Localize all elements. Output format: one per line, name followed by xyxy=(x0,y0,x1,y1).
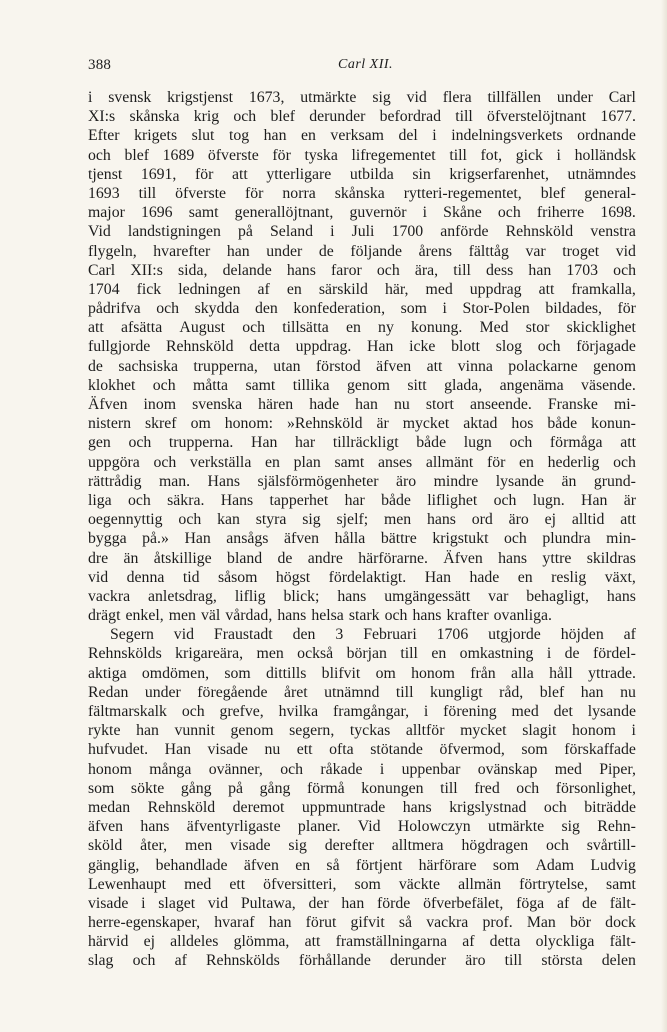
text-line: hufvudet. Han visade nu ett ofta stötande öfvermod, som förskaffade xyxy=(88,741,636,759)
text-line: och blef 1689 öfverste för tyska lifregementet till fot, gick i holländsk xyxy=(88,146,636,164)
text-line: oegennyttig och kan styra sig sjelf; men hans ord äro ej alltid att xyxy=(88,511,636,529)
body-text xyxy=(88,88,636,971)
text-line: XI:s skånska krig och blef derunder befordrad till öfverstelöjtnant 1677. xyxy=(88,108,636,126)
text-line: rykte han vunnit genom segern, tyckas alltför mycket slagit honom i xyxy=(88,722,636,740)
text-line: Vid landstigningen på Seland i Juli 1700 anförde Rehnsköld venstra xyxy=(88,223,636,241)
text-line: som sökte gång på gång förmå konungen till fred och försonlighet, xyxy=(88,779,636,797)
text-line: Äfven inom svenska hären hade han nu stort anseende. Franske mi- xyxy=(88,396,636,413)
text-line: vackra anletsdrag, liflig blick; hans umgängessätt var behagligt, hans xyxy=(88,587,636,605)
text-line: aktiga omdömen, som dittills blifvit om honom från alla håll yttrade. xyxy=(88,664,636,682)
text-line: dre än åtskillige bland de andre härförarne. Äfven hans yttre skildras xyxy=(88,549,636,567)
text-line: Carl XII:s sida, delande hans faror och ära, till dess han 1703 och xyxy=(88,261,636,279)
text-line: pådrifva och skydda den konfederation, som i Stor-Polen bildades, för xyxy=(88,300,636,318)
text-line: uppgöra och verkställa en plan samt anses allmänt för en hederlig och xyxy=(88,453,636,471)
text-line: drägt enkel, men väl vårdad, hans helsa stark och hans krafter ovanliga. xyxy=(88,607,552,625)
text-line: Lewenhaupt med ett öfversitteri, som väckte allmän förtrytelse, samt xyxy=(88,875,636,893)
text-line: klokhet och måtta samt tillika genom sitt glada, angenäma väsende. xyxy=(88,376,636,394)
running-title: Carl XII. xyxy=(338,57,394,72)
text-line: tjenst 1691, för att ytterligare utbilda sin krigserfarenhet, utnämndes xyxy=(88,165,636,183)
text-line: liga och säkra. Hans tapperhet har både liflighet och lugn. Han är xyxy=(88,491,636,509)
text-line: sköld åter, men visade sig derefter alltmera högdragen och svårtill- xyxy=(88,837,636,855)
text-line: major 1696 samt generallöjtnant, guvernör i Skåne och friherre 1698. xyxy=(88,204,636,222)
text-line: nistern skref om honom: »Rehnsköld är mycket aktad hos både konun- xyxy=(88,415,636,433)
text-line: herre-egenskaper, hvaraf han förut gifvit så vackra prof. Man bör dock xyxy=(88,914,636,932)
text-line: flygeln, hvarefter han under de följande årens fälttåg var troget vid xyxy=(88,242,636,260)
text-line: Segern vid Fraustadt den 3 Februari 1706 utgjorde höjden af xyxy=(110,626,636,644)
text-line: fullgjorde Rehnsköld detta uppdrag. Han icke blott slog och förjagade xyxy=(88,338,636,356)
text-line: gen och trupperna. Han har tillräckligt både lugn och förmåga att xyxy=(88,434,636,452)
text-line: medan Rehnsköld deremot uppmuntrade hans krigslystnad och biträdde xyxy=(88,798,636,816)
text-line: i svensk krigstjenst 1673, utmärkte sig vid flera tillfällen under Carl xyxy=(88,89,636,106)
text-line: vid denna tid såsom högst fördelaktigt. Han hade en reslig växt, xyxy=(88,568,636,586)
page-edge-shadow xyxy=(661,0,667,1032)
text-line: härvid ej alldeles glömma, att framställningarna af detta olyckliga fält- xyxy=(88,933,636,951)
text-line: 1693 till öfverste för norra skånska rytteri-regementet, blef general- xyxy=(88,184,636,202)
text-line: Rehnskölds krigareära, men också början till en omkastning i de fördel- xyxy=(88,645,636,663)
text-line: äfven hans äfventyrligaste planer. Vid Holowczyn utmärkte sig Rehn- xyxy=(88,818,636,836)
text-line: 1704 fick ledningen af en särskild här, med uppdrag att framkalla, xyxy=(88,280,636,298)
text-line: visade i slaget vid Pultawa, der han förde öfverbefälet, föga af de fält- xyxy=(88,894,636,912)
text-line: rättrådig man. Hans själsförmögenheter äro mindre lysande än grund- xyxy=(88,472,636,490)
running-head xyxy=(88,57,636,77)
text-line: Efter krigets slut tog han en verksam del i indelningsverkets ordnande xyxy=(88,127,636,145)
text-line: slag och af Rehnskölds förhållande derunder äro till största delen xyxy=(88,952,636,970)
text-line: Redan under föregående året utnämnd till kungligt råd, blef han nu xyxy=(88,683,636,701)
text-line: gänglig, behandlade äfven en så förtjent härförare som Adam Ludvig xyxy=(88,856,636,874)
text-line: honom många ovänner, och råkade i uppenbar ovänskap med Piper, xyxy=(88,760,636,778)
text-line: fältmarskalk och grefve, hvilka framgångar, i förening med det lysande xyxy=(88,703,636,720)
text-line: bygga på.» Han ansågs äfven hålla bättre krigstukt och plundra min- xyxy=(88,530,636,548)
text-line: de sachsiska trupperna, utan förstod äfven att vinna polackarne genom xyxy=(88,357,636,375)
text-line: att afsätta August och tillsätta en ny konung. Med stor skicklighet xyxy=(88,319,636,337)
page-number: 388 xyxy=(88,57,112,73)
